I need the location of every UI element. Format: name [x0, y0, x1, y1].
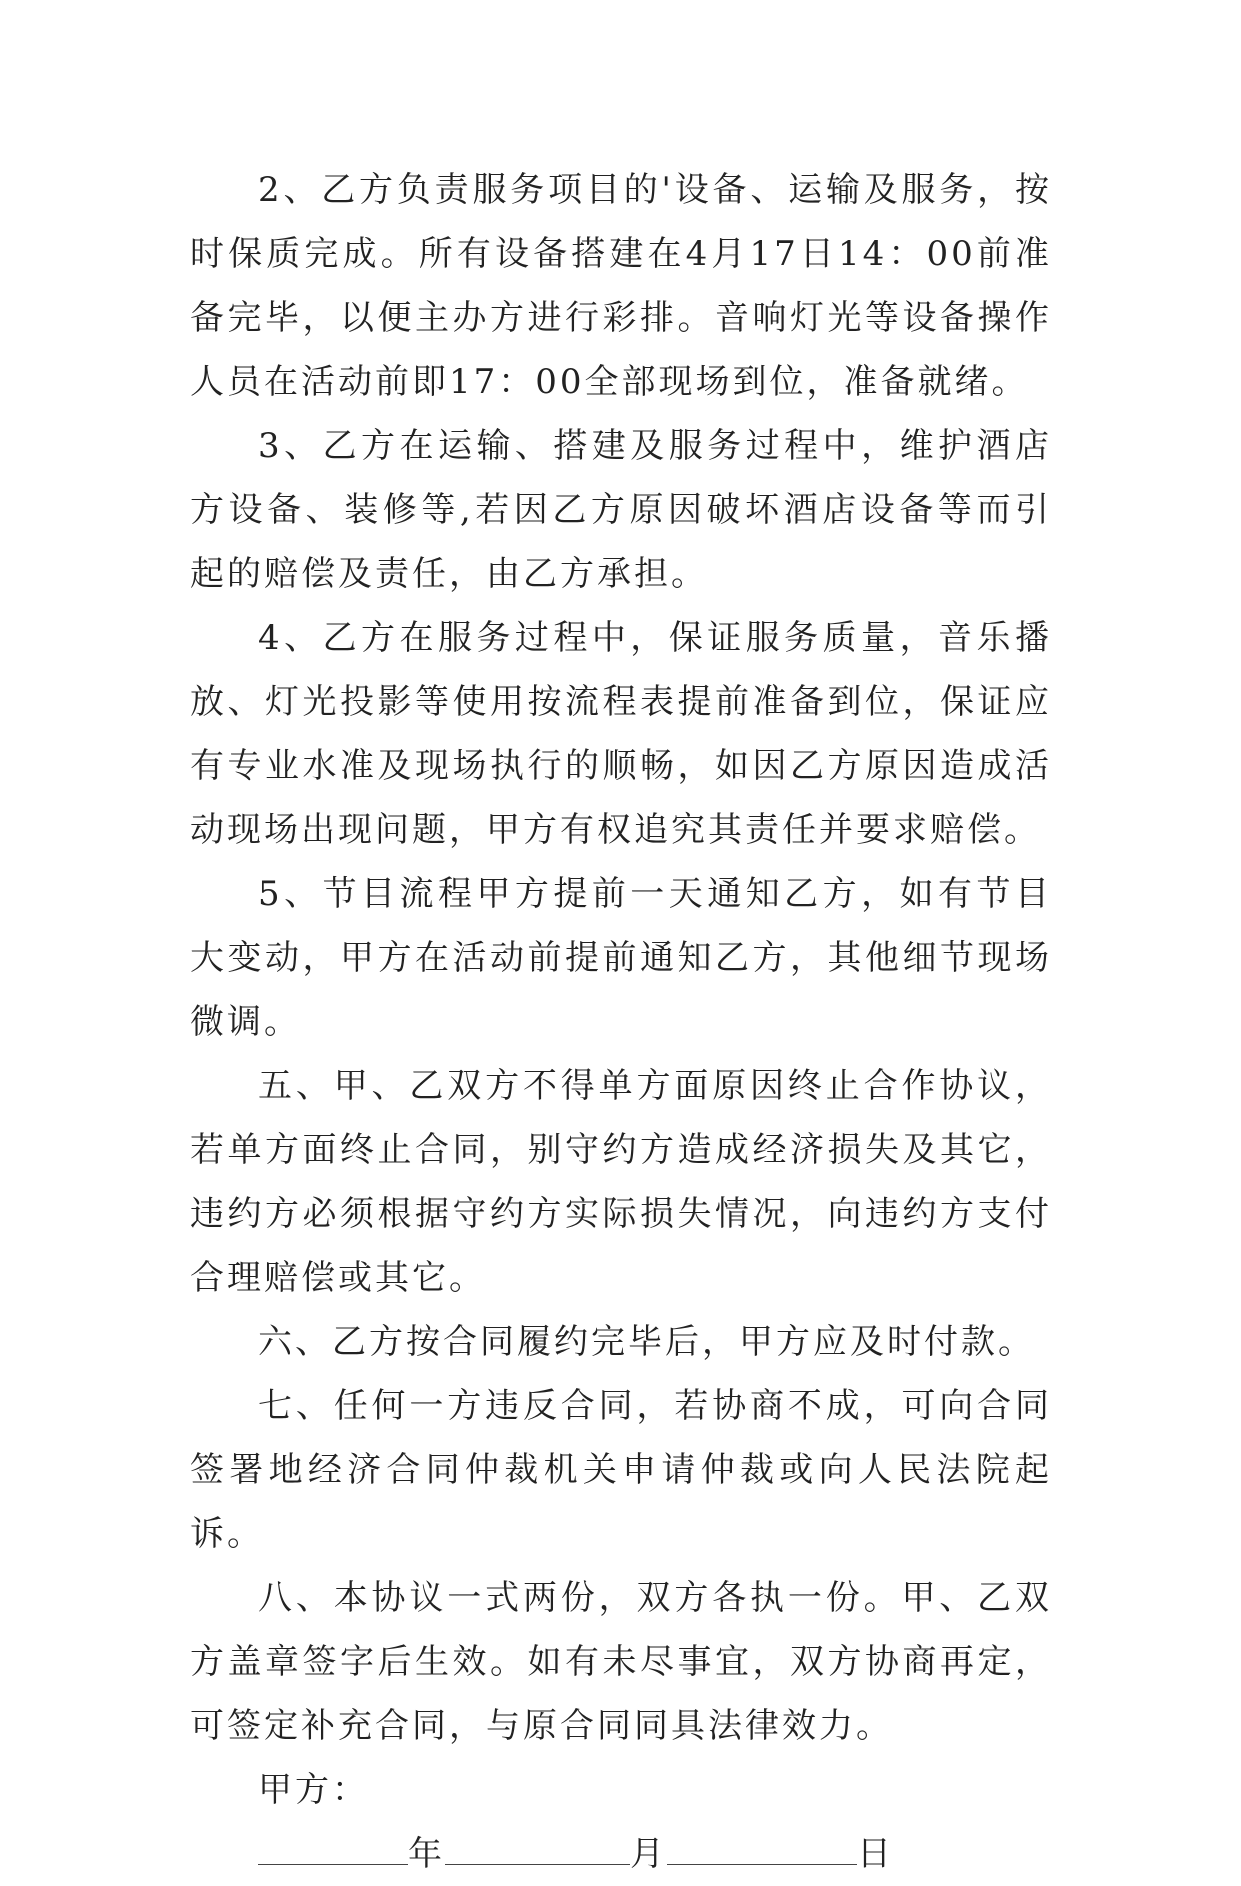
document-body: [190, 158, 1052, 1886]
clause-2-paragraph: 2、乙方负责服务项目的'设备、运输及服务，按时保质完成。所有设备搭建在4月17日14：00前准备完毕，以便主办方进行彩排。音响灯光等设备操作人员在活动前即17：00全部现场到位，准备就绪。: [190, 170, 1052, 402]
clause-5-paragraph: 5、节目流程甲方提前一天通知乙方，如有节目大变动，甲方在活动前提前通知乙方，其他细节现场微调。: [190, 874, 1052, 1042]
clause-3-paragraph: 3、乙方在运输、搭建及服务过程中，维护酒店方设备、装修等,若因乙方原因破坏酒店设备等而引起的赔偿及责任，由乙方承担。: [190, 426, 1052, 594]
day-label: 日: [857, 1834, 894, 1874]
party-a-label: 甲方：: [258, 1770, 369, 1810]
year-blank: [258, 1830, 408, 1865]
month-blank: [445, 1830, 630, 1865]
month-label: 月: [630, 1834, 667, 1874]
date-line: [190, 1822, 1052, 1886]
section-6-paragraph: 六、乙方按合同履约完毕后，甲方应及时付款。: [258, 1322, 1035, 1362]
day-blank: [667, 1830, 857, 1865]
section-5-paragraph: 五、甲、乙双方不得单方面原因终止合作协议，若单方面终止合同，别守约方造成经济损失及其它，违约方必须根据守约方实际损失情况，向违约方支付合理赔偿或其它。: [190, 1066, 1052, 1298]
clause-4-paragraph: 4、乙方在服务过程中，保证服务质量，音乐播放、灯光投影等使用按流程表提前准备到位，保证应有专业水准及现场执行的顺畅，如因乙方原因造成活动现场出现问题，甲方有权追究其责任并要求赔偿。: [190, 618, 1052, 850]
year-label: 年: [408, 1834, 445, 1874]
section-8-paragraph: 八、本协议一式两份，双方各执一份。甲、乙双方盖章签字后生效。如有未尽事宜，双方协商再定，可签定补充合同，与原合同同具法律效力。: [190, 1578, 1052, 1746]
section-7-paragraph: 七、任何一方违反合同，若协商不成，可向合同签署地经济合同仲裁机关申请仲裁或向人民法院起诉。: [190, 1386, 1052, 1554]
